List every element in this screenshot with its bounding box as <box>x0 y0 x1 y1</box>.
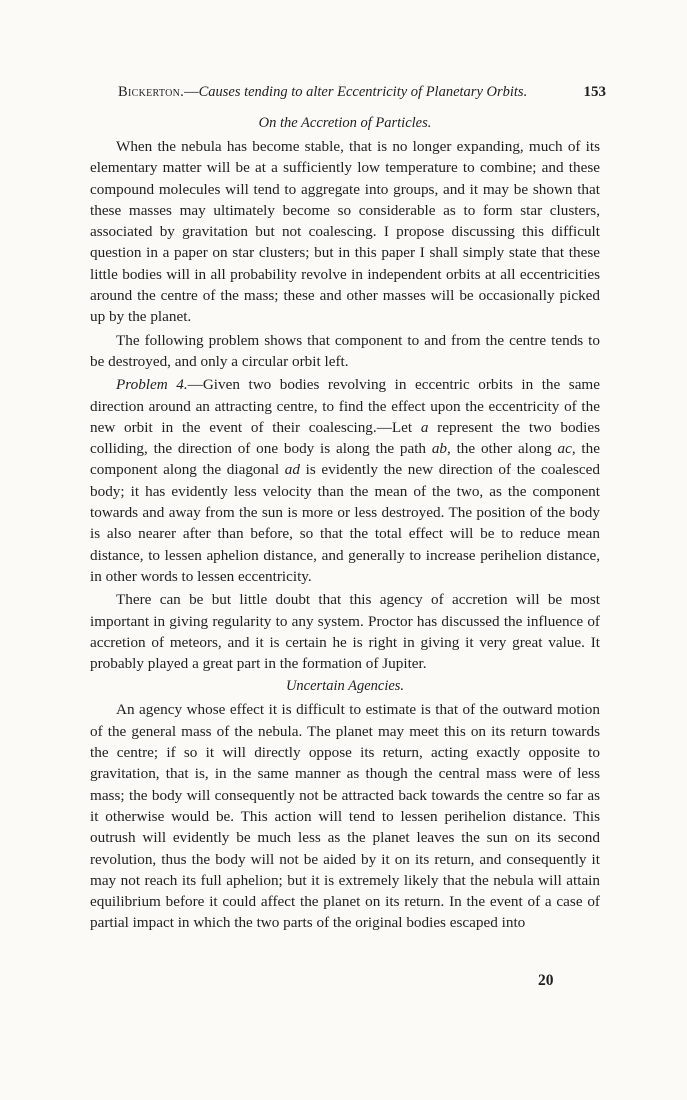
header-title: Causes tending to alter Eccentricity of Planetary Orbits. <box>198 84 528 100</box>
header-left <box>118 84 527 101</box>
running-header <box>118 84 606 101</box>
paragraph-accretion-importance: There can be but little doubt that this agency of accretion will be most important in giving regularity to any system. Proctor has discussed the influence of accretion of meteors, and it is certain he is right in giving it very great value. It probably played a great part in the formation of Jupiter. <box>90 591 600 673</box>
paragraph-uncertain-agencies: An agency whose effect it is difficult to estimate is that of the outward motion of the general mass of the nebula. The planet may meet this on its return towards the centre; if so it will directly oppose its return, acting exactly opposite to gravitation, that is, in the same manner as though the central mass were of less mass; the body will consequently not be attracted back towards the centre so far as it otherwise would be. This action will tend to lessen perihelion distance. This outrush will evidently be much less as the planet leaves the sun on its second revolution, thus the body will not be aided by it on its return, and consequently it may not reach its full aphelion; but it is extremely likely that the nebula will attain equilibrium before it could affect the planet on its return. In the event of a case of partial impact in which the two parts of the original bodies escaped into <box>90 701 600 932</box>
signature-mark: 20 <box>538 972 554 989</box>
var-ad: ad <box>284 461 300 479</box>
var-a: a <box>420 418 429 436</box>
problem-label: Problem 4. <box>116 376 188 394</box>
var-ab: ab <box>431 440 447 458</box>
section-heading-uncertain: Uncertain Agencies. <box>285 678 405 695</box>
paragraph-problem-intro: The following problem shows that component to and from the centre tends to be destroyed, and only a circular orbit left. <box>90 331 600 370</box>
page-number: 153 <box>583 84 606 100</box>
var-ac: ac <box>557 440 572 458</box>
paragraph-problem-4: Problem 4.—Given two bodies revolving in eccentric orbits in the same direction around an attracting centre, to find the effect upon the eccentricity of the new orbit in the event of their coalescing.—Let a represent the two bodies colliding, the direction of one body is along the path ab, the other along ac, the component along the diagonal ad is evidently the new direction of the coalesced body; it has evidently less velocity than the mean of the two, as the component towards and away from the sun is more or less destroyed. The position of the body is also nearer after than before, so that the total effect will be to reduce mean distance, to lessen aphelion distance, and generally to increase perihelion distance, in other words to lessen eccentricity. <box>90 376 600 585</box>
header-dash: — <box>184 84 199 100</box>
section-heading-accretion: On the Accretion of Particles. <box>258 115 432 131</box>
header-author: Bickerton. <box>118 84 185 100</box>
page-body <box>90 84 606 934</box>
paragraph-accretion-intro: When the nebula has become stable, that is no longer expanding, much of its elementary matter will be at a sufficiently low temperature to combine; and these compound molecules will tend to aggregate into groups, and it may be shown that these masses may ultimately become so considerable as to form star clusters, associated by gravitation but not coalescing. I propose discussing this difficult question in a paper on star clusters; but in this paper I shall simply state that these little bodies will in all probability revolve in independent orbits at all eccentricities around the centre of the mass; these and other masses will be occasionally picked up by the planet. <box>90 138 600 326</box>
